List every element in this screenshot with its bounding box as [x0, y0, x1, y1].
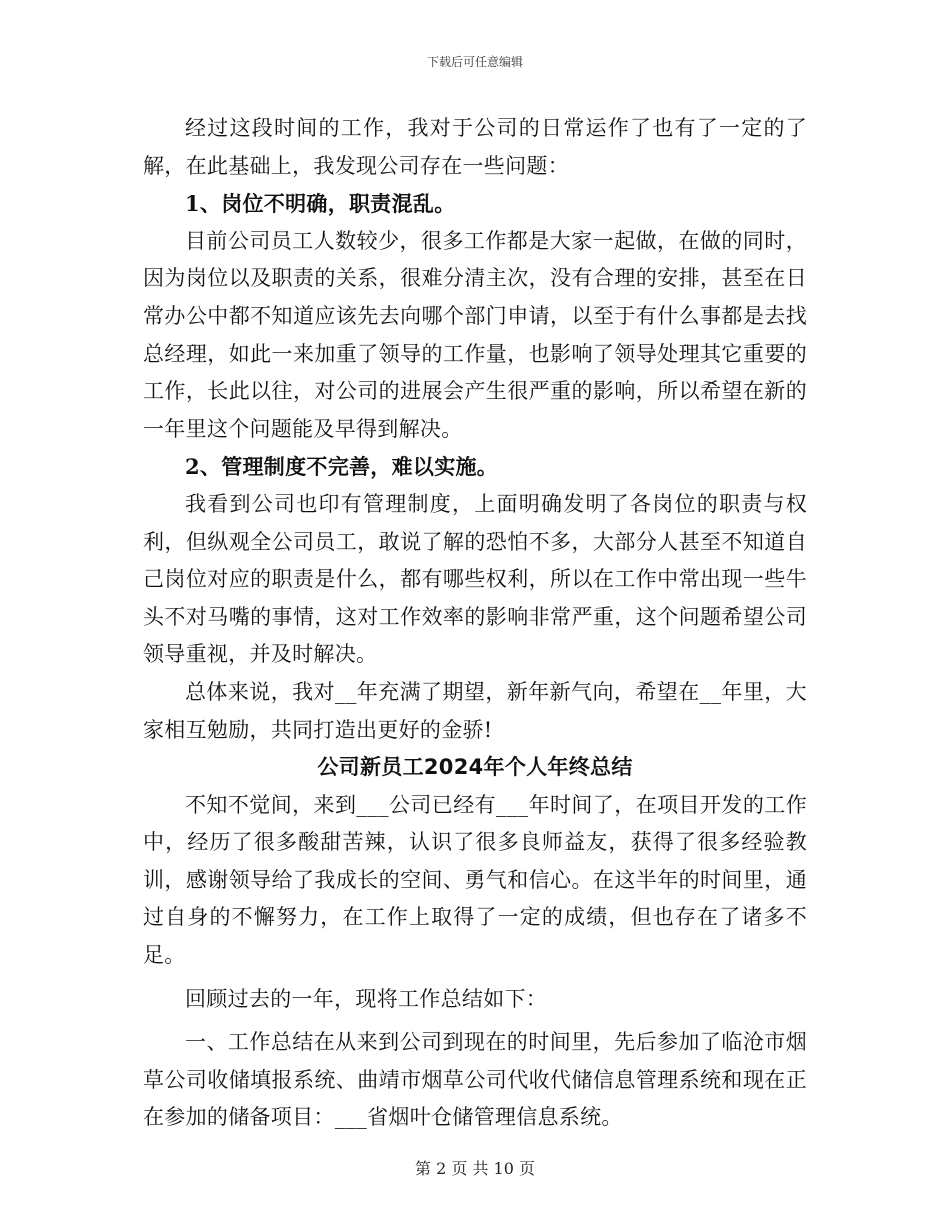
section-heading-1: 1、岗位不明确，职责混乱。 — [185, 191, 456, 217]
document-title: 公司新员工2024年个人年终总结 — [317, 755, 633, 780]
paragraph-intro: 经过这段时间的工作，我对于公司的日常运作了也有了一定的了解，在此基础上，我发现公司存在一些问题： — [143, 116, 807, 178]
page-number: 第 2 页 共 10 页 — [415, 1159, 535, 1178]
paragraph-summary-intro: 不知不觉间，来到___公司已经有___年时间了，在项目开发的工作中，经历了很多酸甜苦辣，认识了很多良师益友，获得了很多经验教训，感谢领导给了我成长的空间、勇气和信心。在这半年的时间里，通过自身的不懈努力，在工作上取得了一定的成绩，但也存在了诸多不足。 — [143, 792, 807, 968]
page-header-note: 下载后可任意编辑 — [426, 55, 523, 69]
paragraph-work-summary: 一、工作总结在从来到公司到现在的时间里，先后参加了临沧市烟草公司收储填报系统、曲靖市烟草公司代收代储信息管理系统和现在正在参加的储备项目：___省烟叶仓储管理信息系统。 — [143, 1030, 807, 1130]
document-body — [143, 110, 807, 1137]
paragraph-issue-1: 目前公司员工人数较少，很多工作都是大家一起做，在做的同时，因为岗位以及职责的关系，很难分清主次，没有合理的安排，甚至在日常办公中都不知道应该先去向哪个部门申请，以至于有什么事都是去找总经理，如此一来加重了领导的工作量，也影响了领导处理其它重要的工作，长此以往，对公司的进展会产生很严重的影响，所以希望在新的一年里这个问题能及早得到解决。 — [143, 228, 807, 441]
section-heading-2: 2、管理制度不完善，难以实施。 — [185, 454, 499, 480]
paragraph-issue-2: 我看到公司也印有管理制度，上面明确发明了各岗位的职责与权利，但纵观全公司员工，敢说了解的恐怕不多，大部分人甚至不知道自己岗位对应的职责是什么，都有哪些权利，所以在工作中常出现一些牛头不对马嘴的事情，这对工作效率的影响非常严重，这个问题希望公司领导重视，并及时解决。 — [143, 491, 807, 667]
paragraph-conclusion: 总体来说，我对__年充满了期望，新年新气向，希望在__年里，大家相互勉励，共同打造出更好的金骄! — [143, 679, 807, 742]
paragraph-review: 回顾过去的一年，现将工作总结如下： — [185, 986, 548, 1011]
